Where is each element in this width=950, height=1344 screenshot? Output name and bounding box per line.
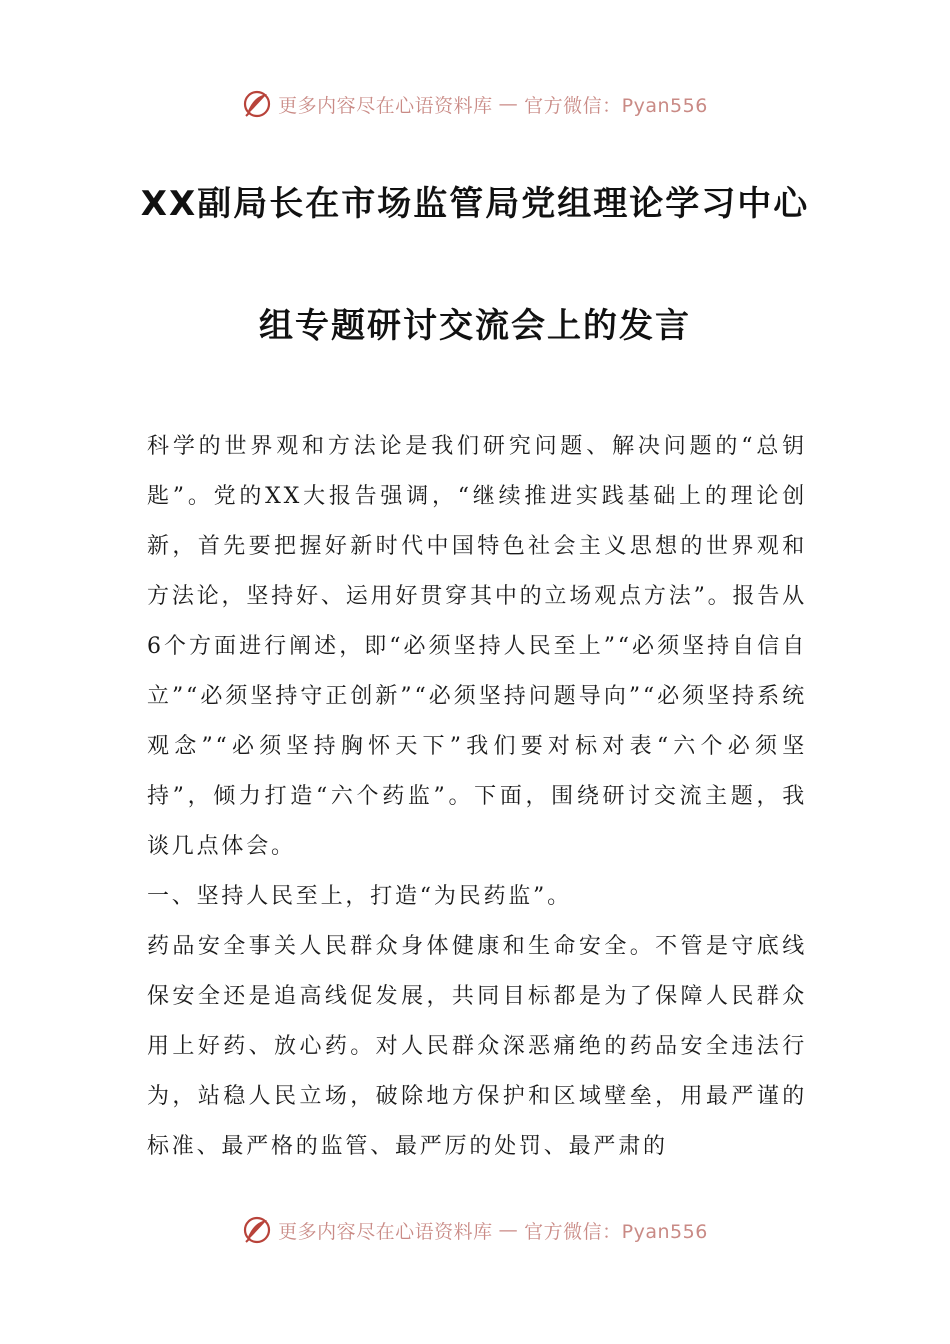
watermark-text: 更多内容尽在心语资料库 [278, 94, 493, 117]
document-title-line-1: XX副局长在市场监管局党组理论学习中心 [140, 184, 810, 224]
footer-watermark [0, 1210, 950, 1250]
document-title-line-2: 组专题研讨交流会上的发言 [259, 306, 691, 346]
watermark-wechat: 官方微信：Pyan556 [524, 1220, 708, 1243]
pen-logo-icon [242, 89, 272, 119]
paragraph-intro: 科学的世界观和方法论是我们研究问题、解决问题的“总钥匙”。党的XX大报告强调，“继续推进实践基础上的理论创新，首先要把握好新时代中国特色社会主义思想的世界观和方法论，坚持好、运用好贯穿其中的立场观点方法”。报告从6个方面进行阐述，即“必须坚持人民至上”“必须坚持自信自立”“必须坚持守正创新”“必须坚持问题导向”“必须坚持系统观念”“必须坚持胸怀天下”我们要对标对表“六个必须坚持”，倾力打造“六个药监”。下面，围绕研讨交流主题，我谈几点体会。 [147, 434, 807, 859]
header-watermark [0, 84, 950, 124]
document-body [147, 422, 807, 1172]
pen-logo-icon [242, 1215, 272, 1245]
watermark-dash: — [498, 1219, 519, 1241]
watermark-text: 更多内容尽在心语资料库 [278, 1220, 493, 1243]
watermark-dash: — [498, 93, 519, 115]
paragraph-section-1: 药品安全事关人民群众身体健康和生命安全。不管是守底线保安全还是追高线促发展，共同目标都是为了保障人民群众用上好药、放心药。对人民群众深恶痛绝的药品安全违法行为，站稳人民立场，破除地方保护和区域壁垒，用最严谨的标准、最严格的监管、最严厉的处罚、最严肃的 [147, 934, 807, 1159]
section-heading-1: 一、坚持人民至上，打造“为民药监”。 [147, 884, 572, 909]
watermark-wechat: 官方微信：Pyan556 [524, 94, 708, 117]
